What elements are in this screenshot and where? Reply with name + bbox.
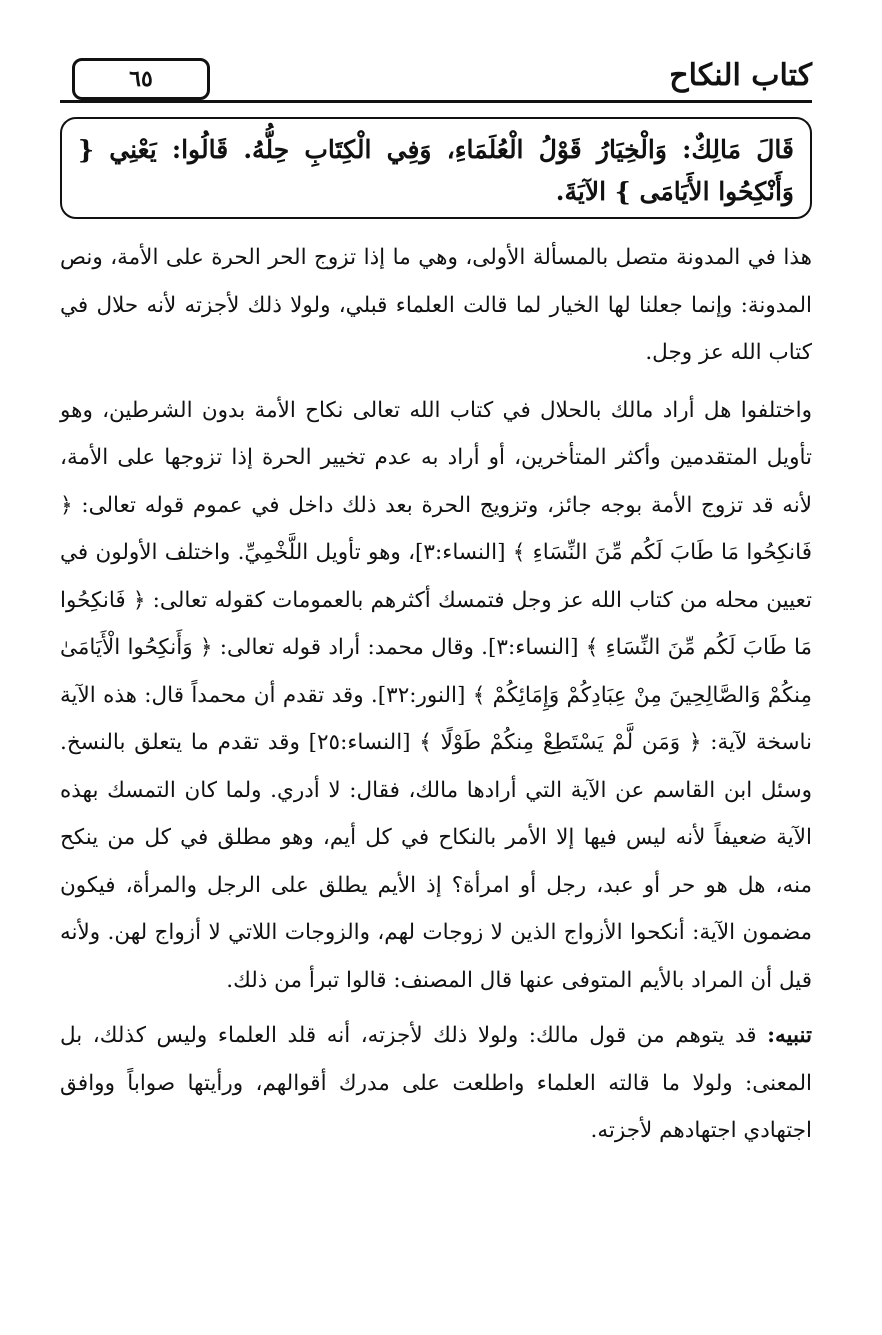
note-paragraph [60, 1012, 812, 1155]
page-number: ٦٥ [72, 58, 210, 100]
paragraph: واختلفوا هل أراد مالك بالحلال في كتاب الله تعالى نكاح الأمة بدون الشرطين، وهو تأويل المتقدمين وأكثر المتأخرين، أو أراد به عدم تخيير الحرة إذا تزوجها على الأمة، لأنه قد تزوج الأمة بوجه جائز، وتزويج الحرة بعد ذلك داخل في عموم قوله تعالى: ﴿ فَانكِحُوا مَا طَابَ لَكُم مِّنَ النِّسَاءِ ﴾ [النساء:٣]، وهو تأويل اللَّخْمِيِّ. واختلف الأولون في تعيين محله من كتاب الله عز وجل فتمسك أكثرهم بالعمومات كقوله تعالى: ﴿ فَانكِحُوا مَا طَابَ لَكُم مِّنَ النِّسَاءِ ﴾ [النساء:٣]. وقال محمد: أراد قوله تعالى: ﴿ وَأَنكِحُوا الْأَيَامَىٰ مِنكُمْ وَالصَّالِحِينَ مِنْ عِبَادِكُمْ وَإِمَائِكُمْ ﴾ [النور:٣٢]. وقد تقدم أن محمداً قال: هذه الآية ناسخة لآية: ﴿ وَمَن لَّمْ يَسْتَطِعْ مِنكُمْ طَوْلًا ﴾ [النساء:٢٥] وقد تقدم ما يتعلق بالنسخ. وسئل ابن القاسم عن الآية التي أرادها مالك، فقال: لا أدري. ولما كان التمسك بهذه الآية ضعيفاً لأنه ليس فيها إلا الأمر بالنكاح في كل أيم، وهو مطلق في كل من ينكح منه، هل هو حر أو عبد، رجل أو امرأة؟ إذ الأيم يطلق على الرجل والمرأة، فيكون مضمون الآية: أنكحوا الأزواج الذين لا زوجات لهم، والزوجات اللاتي لا أزواج لهن. ولأنه قيل أن المراد بالأيم المتوفى عنها قال المصنف: قالوا تبرأ من ذلك. [60, 397, 813, 993]
running-title: كتاب النكاح [669, 58, 812, 93]
matn-quote-box: قَالَ مَالِكٌ: وَالْخِيَارُ قَوْلُ الْعُلَمَاءِ، وَفِي الْكِتَابِ حِلُّهُ. قَالُوا: يَعْنِي { وَأَنْكِحُوا الأَيَامَى } الآيَةَ. [60, 117, 812, 219]
paragraph: هذا في المدونة متصل بالمسألة الأولى، وهي ما إذا تزوج الحر الحرة على الأمة، ونص المدونة: وإنما جعلنا لها الخيار لما قالت العلماء قبلي، ولولا ذلك لأجزته لأنه حلال في كتاب الله عز وجل. [60, 245, 812, 365]
page-header [60, 50, 812, 103]
note-label: تنبيه: [767, 1023, 812, 1048]
note-text: قد يتوهم من قول مالك: ولولا ذلك لأجزته، أنه قلد العلماء وليس كذلك، بل المعنى: ولولا ما قالته العلماء واطلعت على مدرك أقوالهم، ورأيتها صواباً ووافق اجتهادي اجتهادهم لأجزته. [60, 1023, 812, 1143]
commentary-text [60, 234, 812, 1155]
